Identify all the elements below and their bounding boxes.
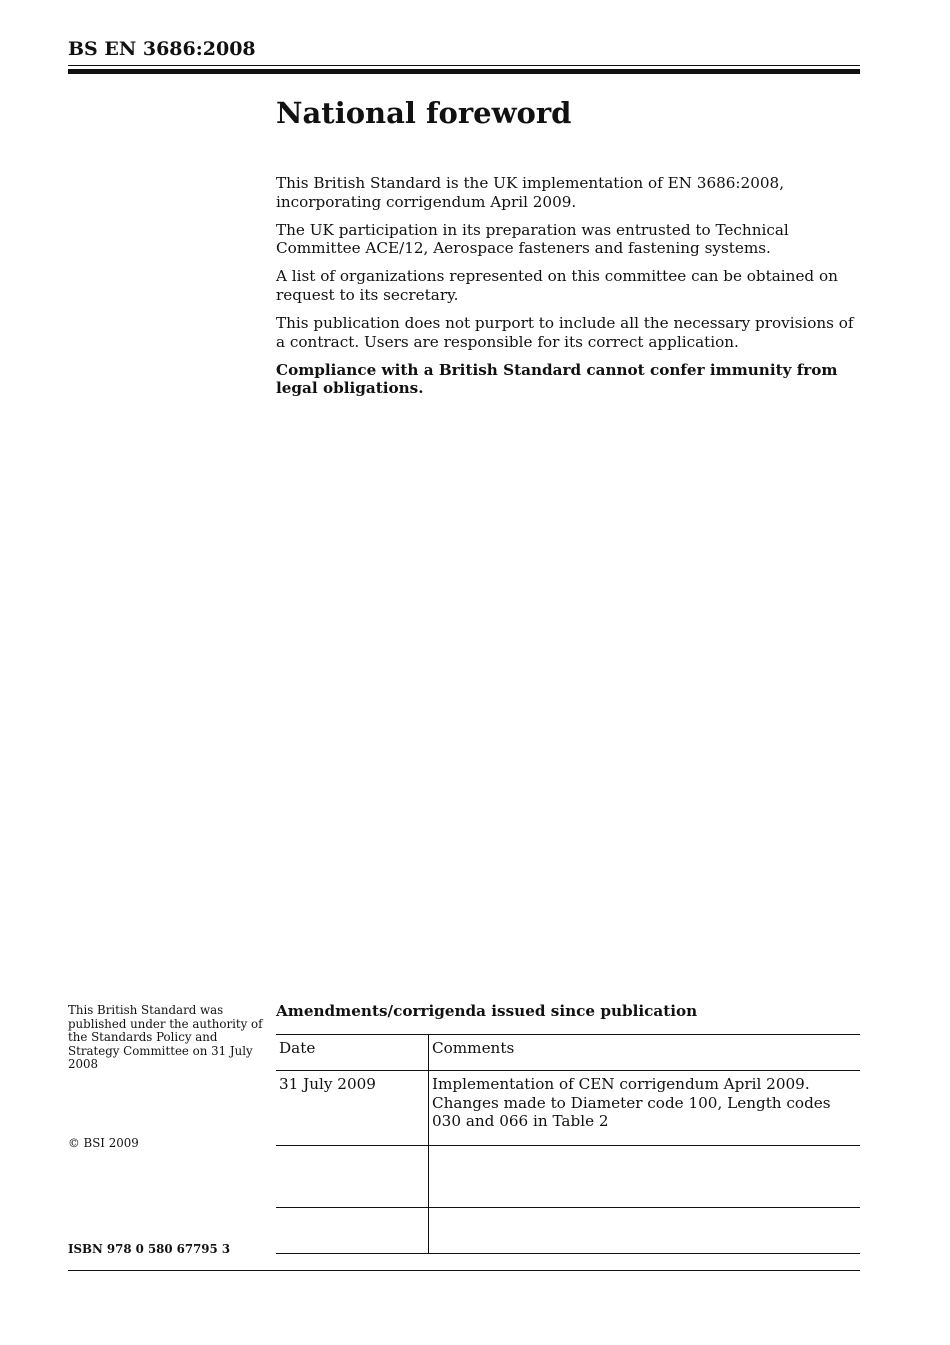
amendments-table	[276, 1034, 860, 1254]
header-rule-thick	[68, 69, 860, 74]
row-date	[276, 1146, 429, 1208]
amendments-title: Amendments/corrigenda issued since publication	[276, 1002, 698, 1020]
header-rule-thin	[68, 65, 860, 66]
foreword-paragraph-2: The UK participation in its preparation was entrusted to Technical Committee ACE/12, Aerospace fasteners and fastening systems.	[276, 220, 789, 258]
table-row	[276, 1071, 860, 1146]
row-comments	[429, 1146, 861, 1208]
table-header-row	[276, 1035, 860, 1071]
column-header-comments: Comments	[429, 1035, 861, 1071]
row-date: 31 July 2009	[276, 1071, 429, 1146]
publication-note: This British Standard was published under the authority of the Standards Policy and Strategy Committee on 31 July 2008	[68, 1003, 263, 1072]
copyright-notice: © BSI 2009	[68, 1136, 139, 1150]
row-comments	[429, 1208, 861, 1254]
foreword-paragraph-4: This publication does not purport to include all the necessary provisions of a contract. Users are responsible for its correct application.	[276, 314, 854, 351]
compliance-statement: Compliance with a British Standard cannot confer immunity from legal obligations.	[276, 360, 838, 398]
page-title: National foreword	[276, 96, 572, 130]
table-row	[276, 1208, 860, 1254]
document-code: BS EN 3686:2008	[68, 38, 256, 60]
row-date	[276, 1208, 429, 1254]
column-header-date: Date	[276, 1035, 429, 1071]
foreword-paragraph-1: This British Standard is the UK implementation of EN 3686:2008, incorporating corrigendum April 2009.	[276, 174, 785, 211]
foreword-body	[276, 174, 860, 407]
foreword-paragraph-3: A list of organizations represented on this committee can be obtained on request to its secretary.	[276, 267, 838, 304]
table-row	[276, 1146, 860, 1208]
isbn: ISBN 978 0 580 67795 3	[68, 1242, 231, 1256]
row-comments: Implementation of CEN corrigendum April 2009. Changes made to Diameter code 100, Length codes 030 and 066 in Table 2	[429, 1071, 861, 1146]
footer-rule	[68, 1270, 860, 1271]
